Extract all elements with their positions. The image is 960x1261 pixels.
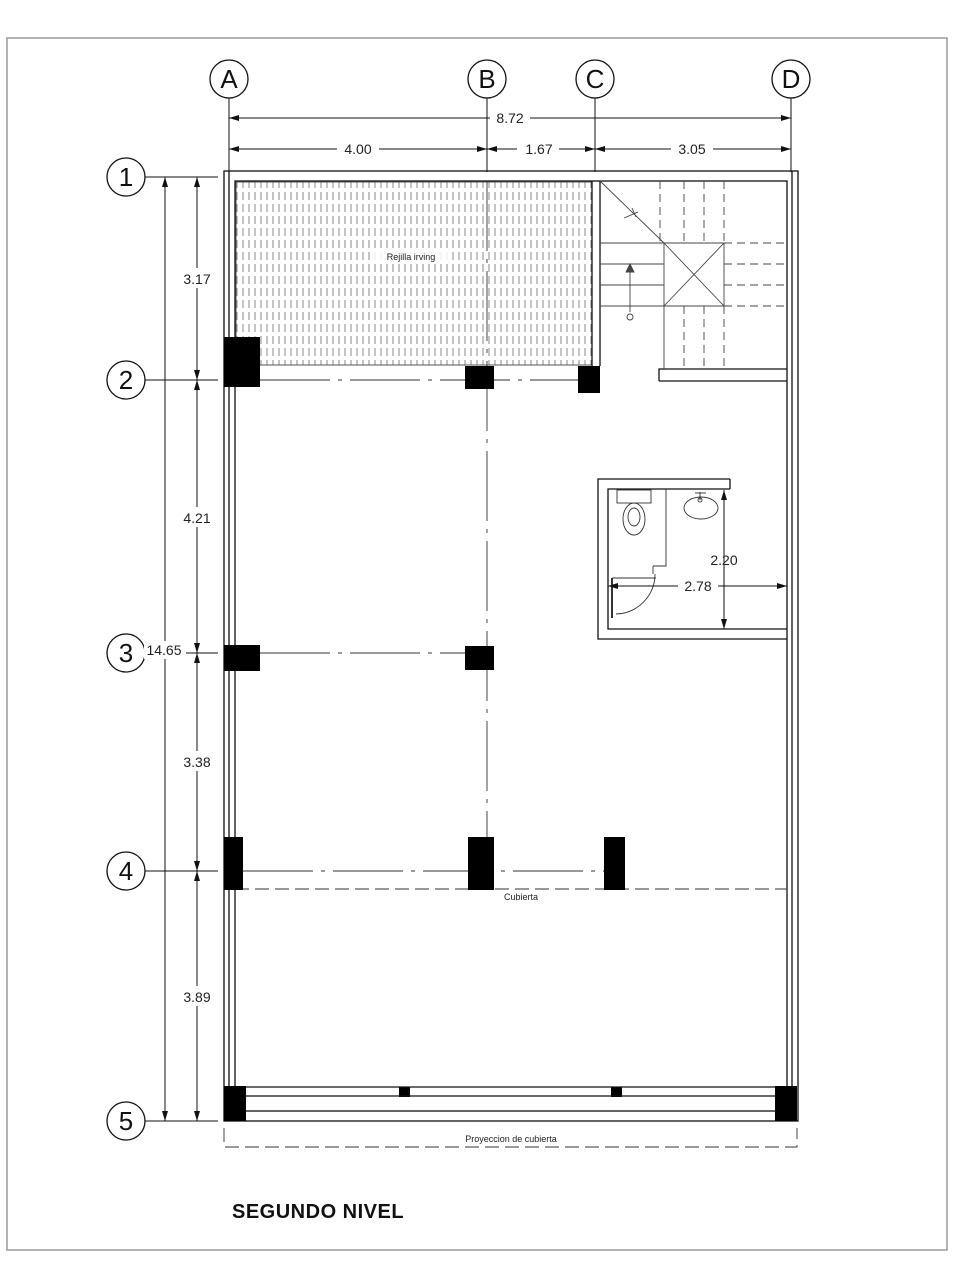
bathroom-fixtures <box>612 489 718 618</box>
dim-overall-width: 8.72 <box>496 110 524 126</box>
dim-span-2-3: 4.21 <box>183 510 211 526</box>
grating-area <box>236 182 592 365</box>
dim-span-4-5: 3.89 <box>183 989 211 1005</box>
toilet-tank <box>617 490 651 503</box>
dim-overall-height: 14.65 <box>146 642 182 658</box>
vdim-text-masks <box>144 268 216 1006</box>
dim-span-a-b: 4.00 <box>344 141 372 157</box>
column-a5 <box>224 1086 246 1121</box>
column-a2 <box>224 337 260 387</box>
bathroom-dimension-lines <box>608 490 787 629</box>
plan-title: SEGUNDO NIVEL <box>232 1201 405 1223</box>
grid-label-b: B <box>478 64 496 94</box>
grid-label-4: 4 <box>118 856 134 886</box>
grid-label-5: 5 <box>118 1106 134 1136</box>
dim-span-b-c: 1.67 <box>525 141 553 157</box>
grid-label-a: A <box>220 64 238 94</box>
bathroom-dim-arrows <box>608 490 787 629</box>
column-b3 <box>465 646 494 670</box>
column-b2 <box>465 366 494 389</box>
grating-label: Rejilla irving <box>386 252 436 262</box>
roof-projection-label: Proyeccion de cubierta <box>465 1134 557 1144</box>
grid-label-d: D <box>781 64 801 94</box>
grid-label-3: 3 <box>118 638 134 668</box>
grid-label-1: 1 <box>118 162 134 192</box>
lavatory-sink <box>684 497 718 519</box>
column-a3 <box>224 645 260 671</box>
dim-span-1-2: 3.17 <box>183 271 211 287</box>
column-c2 <box>578 366 600 393</box>
grid-label-c: C <box>585 64 605 94</box>
grid-label-2: 2 <box>118 365 134 395</box>
column-c4 <box>604 837 625 890</box>
column-a4 <box>224 837 243 890</box>
dim-bathroom-width: 2.78 <box>684 578 712 594</box>
structural-columns <box>224 337 797 1121</box>
column-b4 <box>468 837 494 890</box>
door-swing <box>616 574 655 614</box>
staircase <box>600 181 787 369</box>
roof-label: Cubierta <box>503 892 539 902</box>
column-grid-markers <box>210 60 810 98</box>
bottom-beam <box>246 1087 775 1096</box>
dim-span-3-4: 3.38 <box>183 754 211 770</box>
column-d5 <box>775 1086 797 1121</box>
dim-bathroom-depth: 2.20 <box>710 552 738 568</box>
stair-enclosure <box>592 181 787 381</box>
dim-span-c-d: 3.05 <box>678 141 706 157</box>
